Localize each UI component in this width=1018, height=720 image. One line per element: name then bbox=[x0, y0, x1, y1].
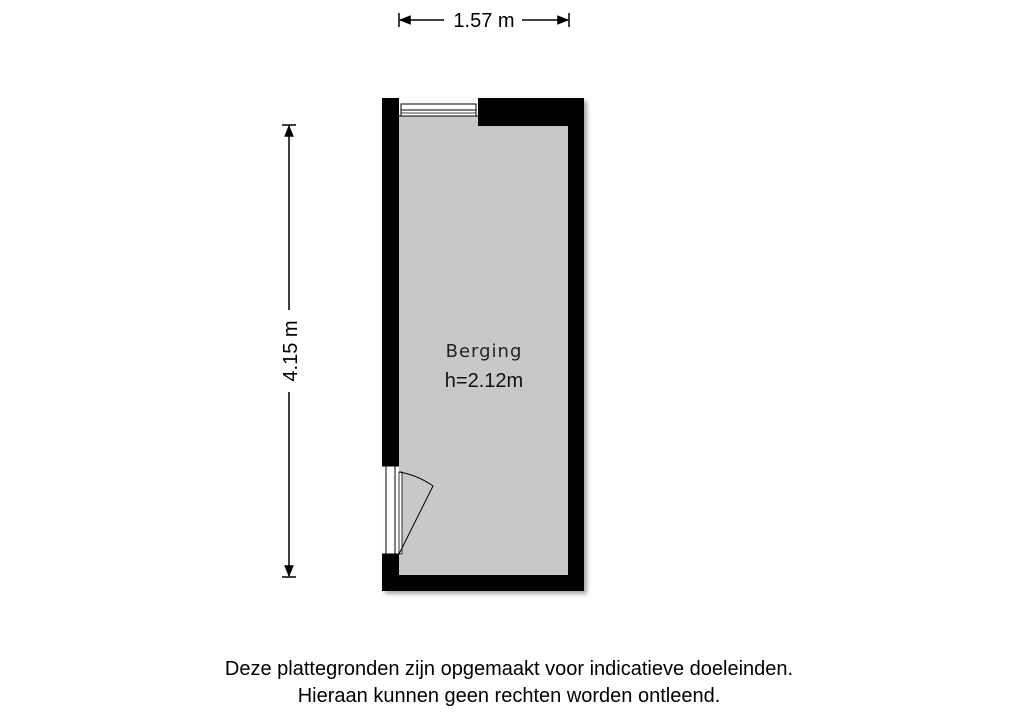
room-height: h=2.12m bbox=[444, 370, 524, 392]
disclaimer-line-1: Deze plattegronden zijn opgemaakt voor indicatieve doeleinden. bbox=[224, 658, 794, 680]
width-dimension bbox=[399, 10, 569, 32]
room-name: Berging bbox=[445, 341, 523, 362]
width-label: 1.57 m bbox=[453, 10, 515, 32]
window bbox=[399, 98, 478, 126]
disclaimer-line-2: Hieraan kunnen geen rechten worden ontleend. bbox=[297, 685, 721, 707]
length-label: 4.15 m bbox=[280, 320, 302, 382]
disclaimer bbox=[0, 656, 1018, 710]
length-dimension bbox=[280, 125, 302, 577]
